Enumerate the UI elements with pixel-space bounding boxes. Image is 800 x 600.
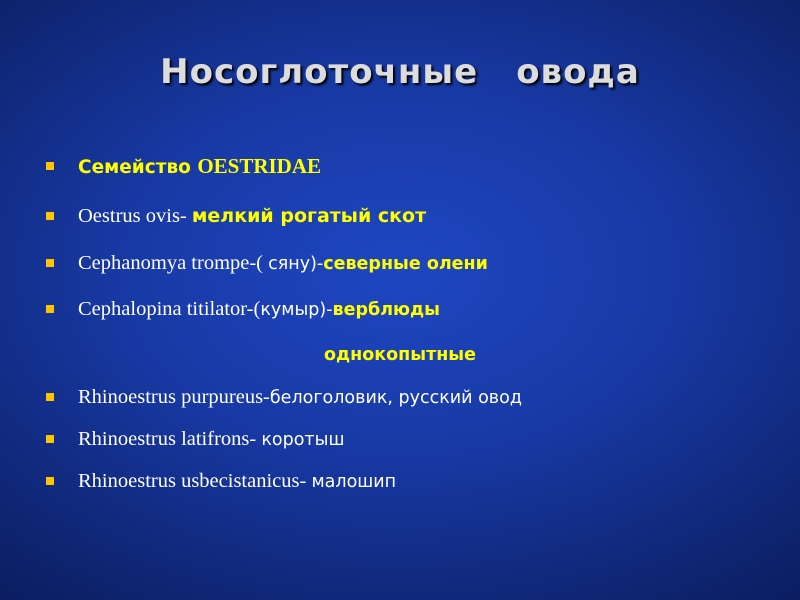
title-word-1: Носоглоточные: [160, 52, 479, 92]
bullet-item: [0, 293, 800, 329]
species-local-name: кумыр)-: [260, 300, 333, 320]
bullet-continuation: [0, 339, 800, 375]
species-line: [78, 293, 440, 326]
species-latin: Cephalopina titilator-(: [78, 298, 261, 320]
bullet-item: [0, 423, 800, 459]
species-line: [78, 423, 344, 456]
species-line: [78, 200, 426, 232]
species-latin: Rhinoestrus usbecistanicus-: [78, 470, 312, 492]
species-latin: Rhinoestrus purpureus-: [78, 386, 270, 408]
bullet-item: [0, 381, 800, 417]
title-word-2: овода: [516, 52, 640, 92]
species-latin: Oestrus ovis-: [78, 205, 192, 227]
square-bullet-icon: [46, 212, 54, 220]
square-bullet-icon: [46, 259, 54, 267]
species-line: [78, 465, 396, 498]
species-host: однокопытные: [323, 345, 476, 365]
species-line: [78, 247, 488, 280]
square-bullet-icon: [46, 477, 54, 485]
species-host: северные олени: [323, 254, 488, 274]
species-local-name: белоголовик, русский овод: [269, 388, 522, 408]
species-local-name: коротыш: [261, 430, 345, 450]
species-latin: Cephanomya trompe-(: [78, 252, 269, 274]
species-latin: Rhinoestrus latifrons-: [78, 428, 262, 450]
bullet-item: [0, 150, 800, 186]
species-host: верблюды: [332, 300, 441, 320]
species-host: мелкий рогатый скот: [191, 205, 427, 227]
species-local-name: малошип: [311, 472, 397, 492]
family-line: Семейство OESTRIDAE: [78, 154, 322, 178]
bullet-item: [0, 465, 800, 501]
square-bullet-icon: [46, 162, 54, 170]
bullet-item: [0, 200, 800, 236]
species-local-name: сяну)-: [268, 254, 324, 274]
bullet-item: [0, 247, 800, 283]
square-bullet-icon: [46, 393, 54, 401]
square-bullet-icon: [46, 305, 54, 313]
species-line: [78, 381, 522, 414]
square-bullet-icon: [46, 435, 54, 443]
